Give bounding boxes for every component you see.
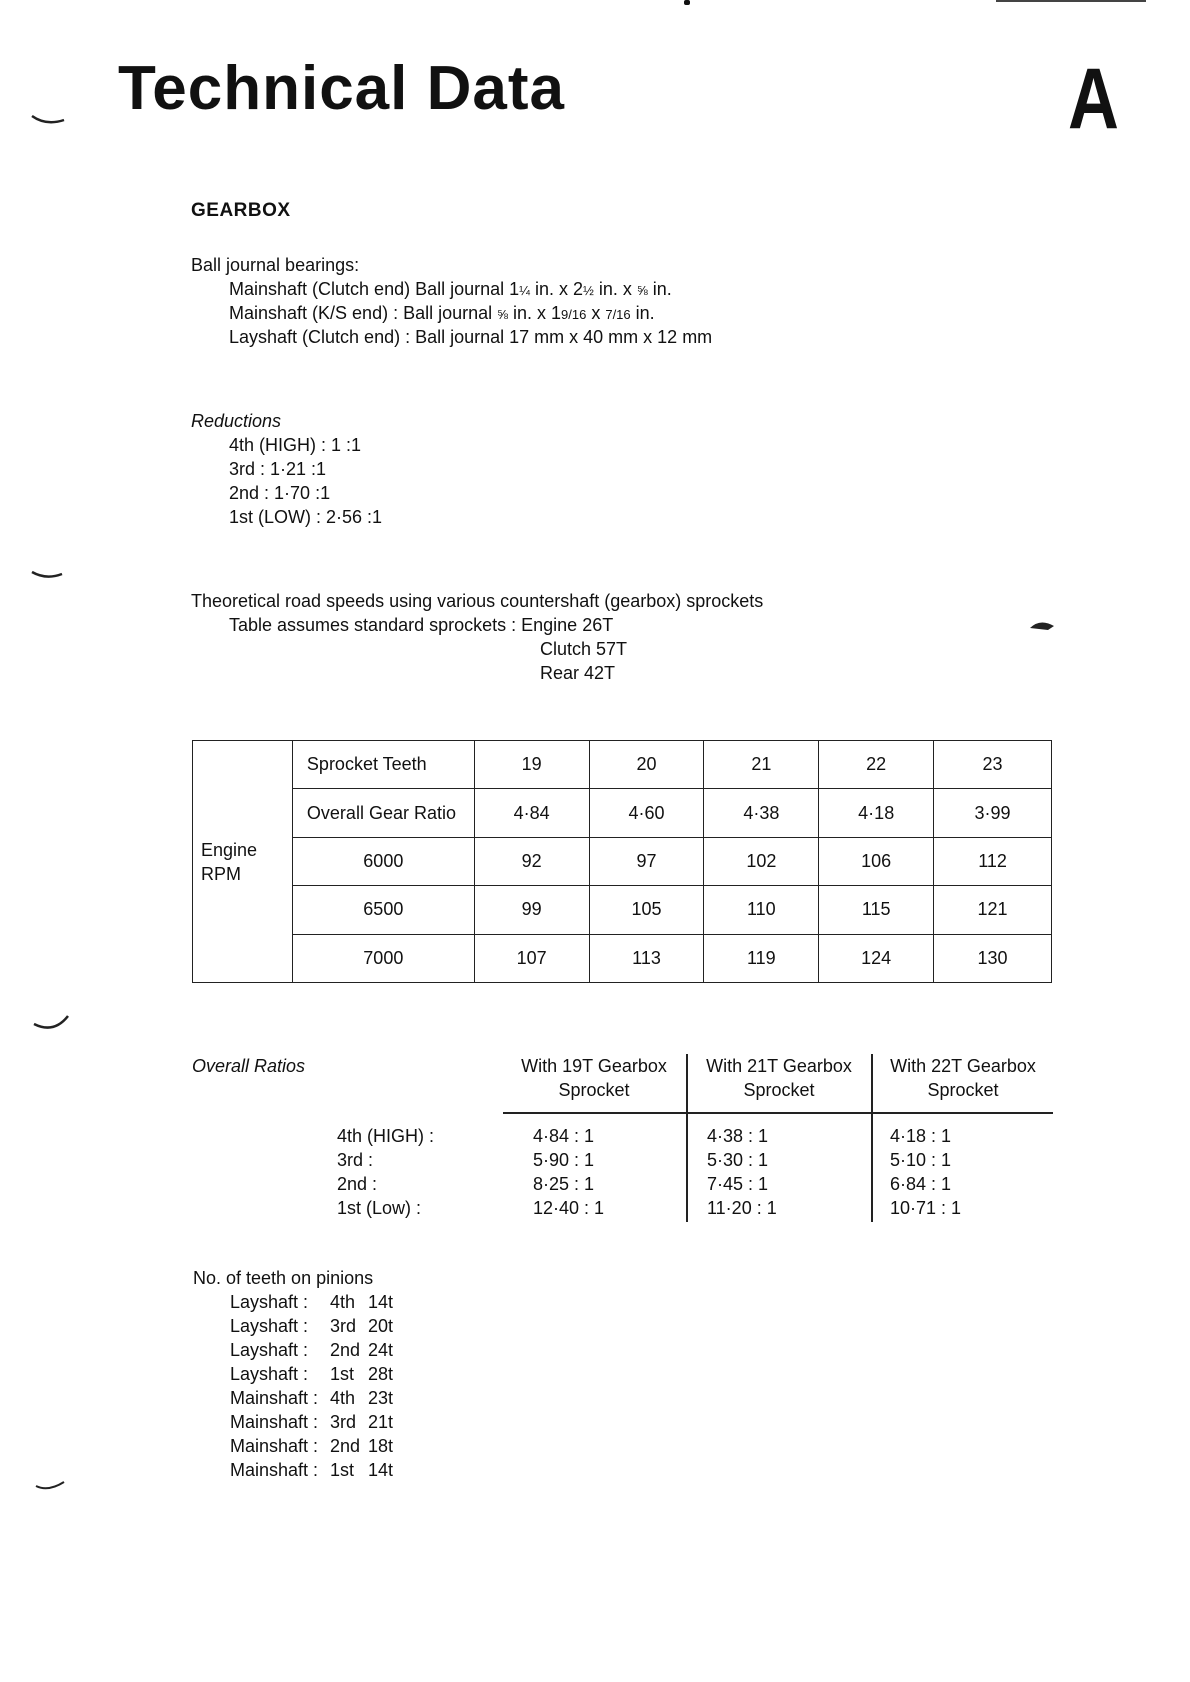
shaft: Layshaft : — [230, 1292, 309, 1312]
gear: 4th — [330, 1292, 356, 1312]
road-speed-table — [192, 740, 1052, 983]
table-cell: 130 — [934, 934, 1052, 982]
pinions-list — [230, 1290, 393, 1482]
overall-ratios-label: Overall Ratios — [192, 1056, 306, 1076]
fraction: 7/16 — [605, 307, 631, 322]
table-cell: 102 — [704, 837, 819, 885]
gear: 1st — [330, 1364, 355, 1384]
ratio-value: 5·30 : 1 — [707, 1150, 769, 1170]
gear-label: 4th (HIGH) : — [337, 1126, 435, 1146]
binding-mark-icon — [28, 560, 68, 590]
section-heading: GEARBOX — [191, 200, 291, 221]
table-cell: 97 — [589, 837, 704, 885]
list-item — [230, 1434, 393, 1458]
table-cell: 19 — [474, 741, 589, 789]
ratio-value: 4·18 : 1 — [890, 1126, 952, 1146]
ratio-value: 5·10 : 1 — [890, 1150, 952, 1170]
top-dot — [684, 0, 690, 5]
ratio-value: 6·84 : 1 — [890, 1174, 952, 1194]
gear: 1st — [330, 1460, 355, 1480]
reduction-item: 3rd : 1·21 :1 — [229, 459, 327, 479]
ratio-value: 12·40 : 1 — [533, 1198, 605, 1218]
table-cell: 113 — [589, 934, 704, 982]
list-item — [230, 1386, 393, 1410]
reduction-item: 1st (LOW) : 2·56 :1 — [229, 507, 383, 527]
bearings-label: Ball journal bearings: — [191, 255, 360, 275]
table-cell: 115 — [819, 886, 934, 934]
fraction: ¼ — [519, 283, 530, 298]
table-cell: 20 — [589, 741, 704, 789]
engine-rpm-label — [193, 741, 293, 983]
gear-label: 2nd : — [337, 1174, 378, 1194]
column-header-line: With 22T Gearbox — [890, 1056, 1036, 1076]
gear: 3rd — [330, 1316, 357, 1336]
column-header-line: With 21T Gearbox — [706, 1056, 852, 1076]
smudge-icon — [1028, 616, 1058, 636]
fraction: ½ — [583, 283, 594, 298]
binding-mark-icon — [26, 1466, 76, 1496]
rpm-cell: 7000 — [292, 934, 474, 982]
table-cell: 107 — [474, 934, 589, 982]
binding-mark-icon — [26, 996, 76, 1036]
bearing-text: in. x 1 — [507, 303, 562, 323]
list-item — [230, 1362, 393, 1386]
table-cell: 21 — [704, 741, 819, 789]
table-cell: 124 — [819, 934, 934, 982]
bearing-layshaft-clutch: Layshaft (Clutch end) : Ball journal 17 mm x 40 mm x 12 mm — [229, 327, 713, 347]
table-cell: 23 — [934, 741, 1052, 789]
fraction: 9/16 — [561, 307, 587, 322]
fraction: ⅝ — [497, 307, 508, 322]
road-speeds-rear: Rear 42T — [540, 663, 616, 683]
bearing-text: in. x 2 — [530, 279, 584, 299]
list-item — [230, 1290, 393, 1314]
shaft: Layshaft : — [230, 1340, 309, 1360]
table-cell: 121 — [934, 886, 1052, 934]
rpm-cell: 6500 — [292, 886, 474, 934]
shaft: Layshaft : — [230, 1316, 309, 1336]
teeth: 23t — [368, 1388, 394, 1408]
ratio-value: 7·45 : 1 — [707, 1174, 769, 1194]
column-header-line: Sprocket — [927, 1080, 999, 1100]
section-letter: A — [1068, 51, 1119, 147]
table-cell: 110 — [704, 886, 819, 934]
pinions-label: No. of teeth on pinions — [193, 1268, 374, 1288]
ratio-value: 4·84 : 1 — [533, 1126, 595, 1146]
bearing-text: in. — [647, 279, 672, 299]
ratio-value: 10·71 : 1 — [890, 1198, 962, 1218]
bearing-text: Mainshaft (K/S end) : Ball journal — [229, 303, 498, 323]
teeth: 20t — [368, 1316, 394, 1336]
road-speeds-clutch: Clutch 57T — [540, 639, 628, 659]
teeth: 14t — [368, 1460, 394, 1480]
top-rule — [996, 0, 1146, 2]
shaft: Mainshaft : — [230, 1412, 319, 1432]
column-header — [690, 1054, 868, 1102]
table-cell: 105 — [589, 886, 704, 934]
teeth: 14t — [368, 1292, 394, 1312]
list-item — [230, 1410, 393, 1434]
column-header — [505, 1054, 683, 1102]
ratio-column-divider — [686, 1054, 688, 1222]
ratio-value: 8·25 : 1 — [533, 1174, 595, 1194]
table-cell: 4·18 — [819, 789, 934, 837]
rpm-cell: 6000 — [292, 837, 474, 885]
fraction: ⅝ — [636, 283, 648, 298]
road-speeds-intro: Theoretical road speeds using various countershaft (gearbox) sprockets — [191, 591, 764, 611]
engine-label: Engine — [201, 839, 258, 860]
ratio-value: 11·20 : 1 — [707, 1198, 777, 1218]
shaft: Mainshaft : — [230, 1388, 319, 1408]
reductions-label: Reductions — [191, 411, 282, 431]
road-speeds-assumes: Table assumes standard sprockets : Engine 26T — [229, 615, 614, 635]
gear-ratio-label: Overall Gear Ratio — [292, 789, 474, 837]
reduction-item: 4th (HIGH) : 1 :1 — [229, 435, 362, 455]
gear: 2nd — [330, 1340, 361, 1360]
teeth: 18t — [368, 1436, 394, 1456]
column-header — [874, 1054, 1052, 1102]
shaft: Layshaft : — [230, 1364, 309, 1384]
bearing-text: Mainshaft (Clutch end) Ball journal 1 — [229, 279, 520, 299]
table-cell: 4·60 — [589, 789, 704, 837]
bearing-text: x — [586, 303, 606, 323]
bearing-text: in. — [630, 303, 655, 323]
teeth: 28t — [368, 1364, 394, 1384]
shaft: Mainshaft : — [230, 1460, 319, 1480]
binding-mark-icon — [28, 100, 68, 130]
table-cell: 112 — [934, 837, 1052, 885]
bearing-mainshaft-clutch — [229, 277, 672, 303]
column-header-line: With 19T Gearbox — [521, 1056, 667, 1076]
teeth: 21t — [368, 1412, 394, 1432]
table-cell: 99 — [474, 886, 589, 934]
page-title: Technical Data — [118, 54, 566, 123]
table-cell: 22 — [819, 741, 934, 789]
gear: 2nd — [330, 1436, 361, 1456]
teeth: 24t — [368, 1340, 394, 1360]
column-header-line: Sprocket — [743, 1080, 815, 1100]
table-cell: 106 — [819, 837, 934, 885]
ratio-column-divider — [871, 1054, 873, 1222]
bearing-mainshaft-ks — [229, 301, 655, 327]
gear: 4th — [330, 1388, 356, 1408]
list-item — [230, 1458, 393, 1482]
list-item — [230, 1338, 393, 1362]
column-header-line: Sprocket — [558, 1080, 630, 1100]
table-cell: 119 — [704, 934, 819, 982]
ratio-value: 5·90 : 1 — [533, 1150, 595, 1170]
shaft: Mainshaft : — [230, 1436, 319, 1456]
gear-label: 3rd : — [337, 1150, 374, 1170]
reduction-item: 2nd : 1·70 :1 — [229, 483, 331, 503]
bearing-text: in. x — [593, 279, 637, 299]
table-cell: 3·99 — [934, 789, 1052, 837]
gear-label: 1st (Low) : — [337, 1198, 422, 1218]
rpm-label: RPM — [201, 863, 241, 884]
sprocket-teeth-label: Sprocket Teeth — [292, 741, 474, 789]
table-cell: 4·84 — [474, 789, 589, 837]
table-cell: 92 — [474, 837, 589, 885]
ratio-value: 4·38 : 1 — [707, 1126, 769, 1146]
ratio-header-rule — [503, 1112, 1053, 1114]
gear: 3rd — [330, 1412, 357, 1432]
list-item — [230, 1314, 393, 1338]
table-cell: 4·38 — [704, 789, 819, 837]
